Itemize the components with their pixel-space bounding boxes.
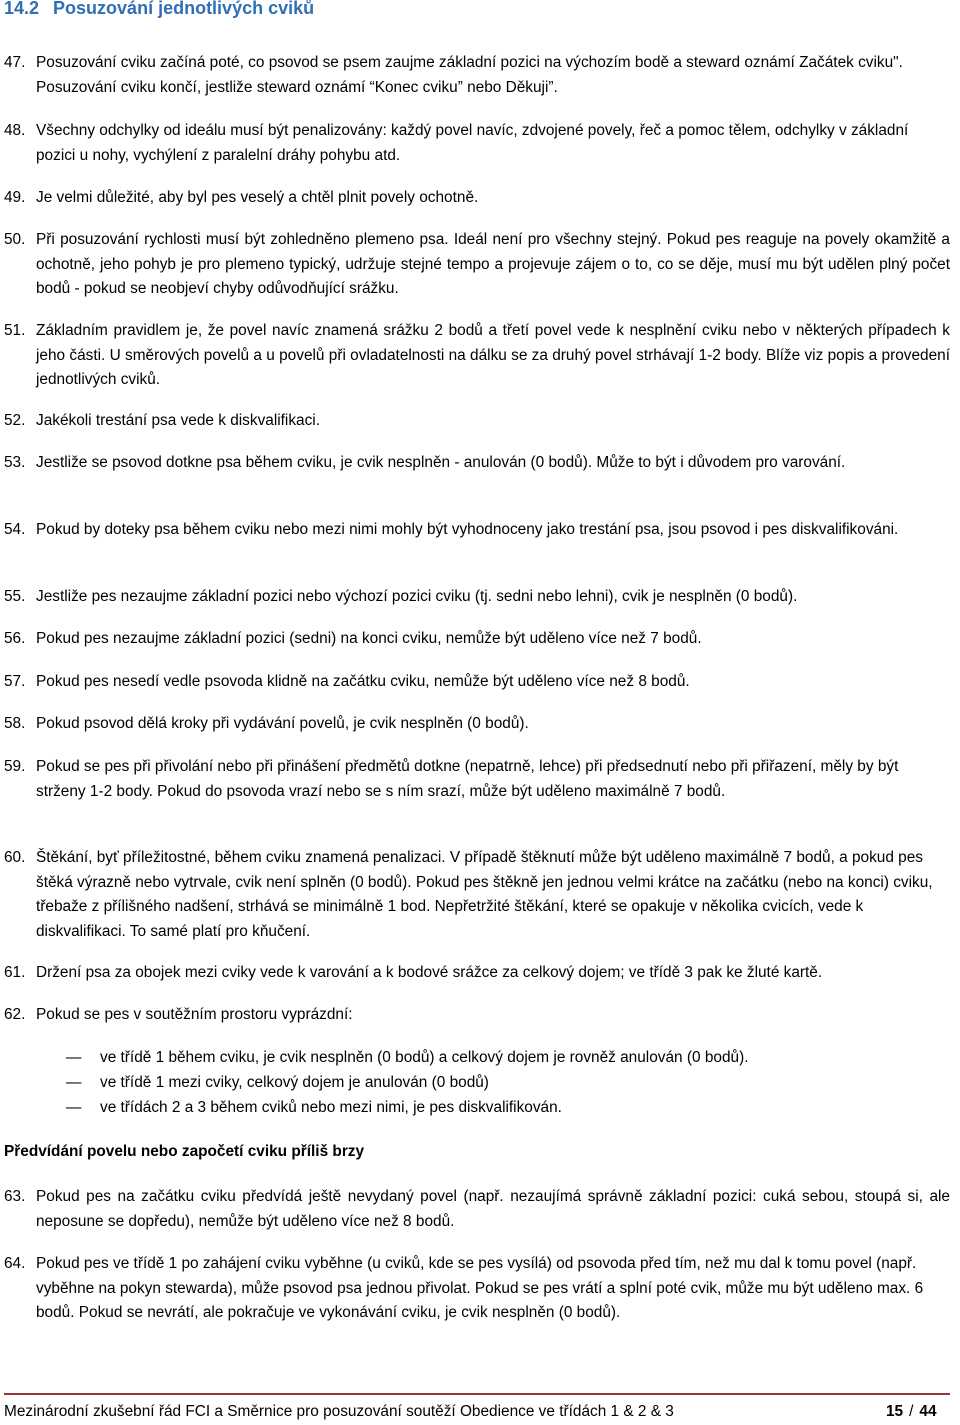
- bullet-text: ve třídě 1 mezi cviky, celkový dojem je anulován (0 bodů): [100, 1074, 489, 1091]
- rule-text: Jakékoli trestání psa vede k diskvalifikaci.: [36, 412, 320, 429]
- bullet-text: ve třídách 2 a 3 během cviků nebo mezi nimi, je pes diskvalifikován.: [100, 1099, 562, 1116]
- rule-59: [4, 755, 950, 804]
- rule-text: Posuzování cviku začíná poté, co psovod se psem zaujme základní pozici na výchozím bodě a steward oznámí Začátek cviku". Posuzování cviku končí, jestliže steward oznámí “Konec cviku” nebo Děkuji”.: [36, 54, 903, 96]
- rule-48: [4, 119, 950, 168]
- rule-55: [4, 585, 950, 610]
- rule-number: 56.: [4, 630, 26, 647]
- section-heading: [4, 0, 314, 19]
- rule-text: Pokud pes nesedí vedle psovoda klidně na začátku cviku, nemůže být uděleno více než 8 bodů.: [36, 673, 690, 690]
- rule-56: [4, 627, 950, 652]
- rule-number: 60.: [4, 849, 26, 866]
- rule-number: 55.: [4, 588, 26, 605]
- rule-number: 50.: [4, 231, 26, 248]
- current-page: 15: [886, 1403, 904, 1420]
- rule-number: 58.: [4, 715, 26, 732]
- rule-number: 47.: [4, 54, 26, 71]
- bullet-text: ve třídě 1 během cviku, je cvik nesplněn (0 bodů) a celkový dojem je rovněž anulován (0 bodů).: [100, 1049, 749, 1066]
- rule-53: [4, 451, 950, 476]
- rule-number: 61.: [4, 964, 26, 981]
- rule-64: [4, 1252, 950, 1326]
- section-number: 14.2: [4, 0, 40, 18]
- rule-text: Při posuzování rychlosti musí být zohledněno plemeno psa. Ideál není pro všechny stejný. Pokud pes reaguje na povely okamžitě a ochotně, jeho pohyb je pro plemeno typický, udržuje stejné tempo a projevuje zájem o to, co se děje, musí mu být udělen plný počet bodů - pokud se neobjeví chyby odůvodňující srážku.: [36, 231, 950, 297]
- rule-text: Všechny odchylky od ideálu musí být penalizovány: každý povel navíc, zdvojené povely, řeč a pomoc tělem, odchylky v základní pozici u nohy, vychýlení z paralelní dráhy pohybu atd.: [36, 122, 909, 164]
- rule-number: 59.: [4, 758, 26, 775]
- rule-number: 62.: [4, 1006, 26, 1023]
- rule-text: Je velmi důležité, aby byl pes veselý a chtěl plnit povely ochotně.: [36, 189, 479, 206]
- rule-text: Jestliže pes nezaujme základní pozici nebo výchozí pozici cviku (tj. sedni nebo lehni), cvik je nesplněn (0 bodů).: [36, 588, 798, 605]
- rule-text: Pokud se pes při přivolání nebo při přinášení předmětů dotkne (nepatrně, lehce) při předsednutí nebo při přiřazení, měly by být strženy 1-2 body. Pokud do psovoda vrazí nebo se s ním srazí, může být uděleno maximálně 7 bodů.: [36, 758, 899, 800]
- rule-text: Štěkání, byť příležitostné, během cviku znamená penalizaci. V případě štěknutí může být uděleno maximálně 7 bodů, a pokud pes štěká výrazně nebo vytrvale, cvik není splněn (0 bodů). Pokud pes štěkně jen jednou velmi krátce na začátku (nebo na konci) cviku, třebaže z přílišného nadšení, strhává se minimálně 1 bod. Nepřetržité štěkání, které se opakuje v několika cvicích, vede k diskvalifikaci. To samé platí pro kňučení.: [36, 849, 933, 940]
- rule-number: 52.: [4, 412, 26, 429]
- rule-number: 64.: [4, 1255, 26, 1272]
- section-title: Posuzování jednotlivých cviků: [53, 0, 315, 18]
- page-separator: /: [909, 1403, 914, 1420]
- rule-60: [4, 846, 950, 944]
- rule-51: [4, 319, 950, 393]
- rule-text: Jestliže se psovod dotkne psa během cviku, je cvik nesplněn - anulován (0 bodů). Může to být i důvodem pro varování.: [36, 454, 846, 471]
- rule-63: [4, 1185, 950, 1234]
- rule-text: Pokud psovod dělá kroky při vydávání povelů, je cvik nesplněn (0 bodů).: [36, 715, 529, 732]
- rule-number: 49.: [4, 189, 26, 206]
- rule-49: [4, 186, 950, 211]
- dash-marker: —: [66, 1099, 82, 1116]
- rule-text: Pokud pes nezaujme základní pozici (sedni) na konci cviku, nemůže být uděleno více než 7 bodů.: [36, 630, 702, 647]
- rule-text: Pokud by doteky psa během cviku nebo mezi nimi mohly být vyhodnoceny jako trestání psa, jsou psovod i pes diskvalifikováni.: [36, 521, 899, 538]
- rule-number: 63.: [4, 1188, 26, 1205]
- rule-text: Držení psa za obojek mezi cviky vede k varování a k bodové srážce za celkový dojem; ve třídě 3 pak ke žluté kartě.: [36, 964, 823, 981]
- rule-47: [4, 51, 950, 100]
- rule-57: [4, 670, 950, 695]
- rule-number: 51.: [4, 322, 26, 339]
- rule-number: 57.: [4, 673, 26, 690]
- rule-number: 53.: [4, 454, 26, 471]
- subsection-heading: Předvídání povelu nebo započetí cviku příliš brzy: [4, 1143, 365, 1160]
- rule-58: [4, 712, 950, 737]
- footer-title: Mezinárodní zkušební řád FCI a Směrnice pro posuzování soutěží Obedience ve třídách 1 & 2 & 3: [4, 1403, 674, 1420]
- rule-text: Pokud se pes v soutěžním prostoru vyprázdní:: [36, 1006, 353, 1023]
- rule-52: [4, 409, 950, 434]
- rule-text: Pokud pes na začátku cviku předvídá ještě nevydaný povel (např. nezaujímá správně základní pozici: cuká sebou, stoupá si, ale neposune se dopředu), nemůže být uděleno více než 8 bodů.: [36, 1188, 950, 1230]
- rule-61: [4, 961, 950, 986]
- rule-text: Pokud pes ve třídě 1 po zahájení cviku vyběhne (u cviků, kde se pes vysílá) od psovoda před tím, než mu dal k tomu povel (např. vyběhne na pokyn stewarda), může psovod psa jednou přivolat. Pokud se pes vrátí a splní poté cvik, může mu být uděleno max. 6 bodů. Pokud se nevrátí, ale pokračuje ve vykonávání cviku, je cvik nesplněn (0 bodů).: [36, 1255, 924, 1321]
- rule-number: 54.: [4, 521, 26, 538]
- rule-50: [4, 228, 950, 302]
- rule-54: [4, 518, 950, 543]
- rule-text: Základním pravidlem je, že povel navíc znamená srážku 2 bodů a třetí povel vede k nesplnění cviku nebo v některých případech k jeho části. U směrových povelů a u povelů při ovladatelnosti na dálku se za druhý povel strhávají 1-2 body. Blíže viz popis a provedení jednotlivých cviků.: [36, 322, 950, 388]
- dash-marker: —: [66, 1074, 82, 1091]
- dash-marker: —: [66, 1049, 82, 1066]
- page-number: [886, 1403, 937, 1421]
- rule-number: 48.: [4, 122, 26, 139]
- total-pages: 44: [919, 1403, 937, 1420]
- footer-divider: [4, 1393, 950, 1395]
- rule-62: [4, 1003, 950, 1028]
